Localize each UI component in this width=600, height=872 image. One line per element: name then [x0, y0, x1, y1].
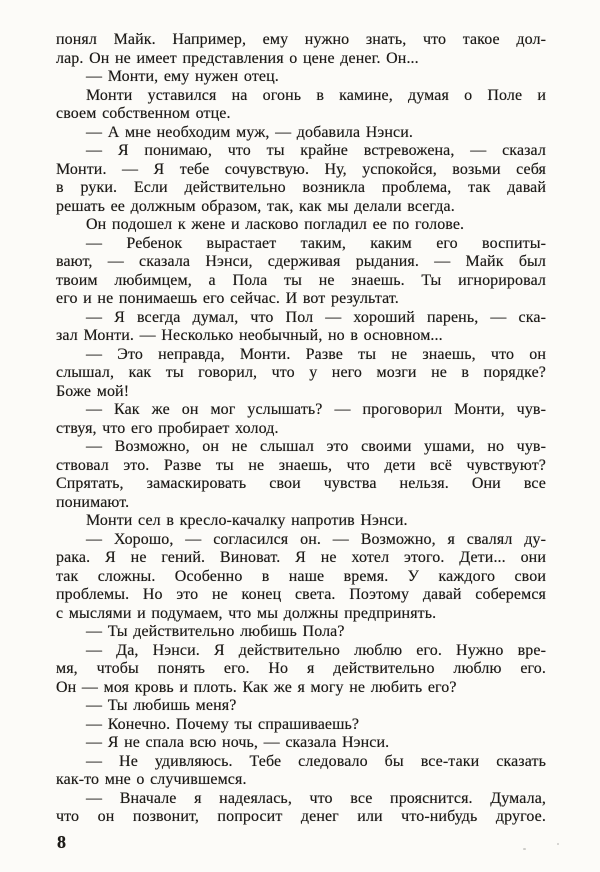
- text-line: — Вначале я надеялась, что все прояснится. Думала,: [86, 789, 546, 807]
- text-line: — Конечно. Почему ты спрашиваешь?: [86, 715, 360, 733]
- text-line: — Ребенок вырастает таким, каким его воспиты-: [86, 234, 546, 252]
- text-line: что он позвонит, попросит денег или что-нибудь другое.: [56, 808, 546, 825]
- text-line: так сложны. Особенно в наше время. У каждого свои: [56, 567, 546, 585]
- text-line: понимают.: [56, 493, 130, 511]
- text-line: — Да, Нэнси. Я действительно люблю его. Нужно вре-: [86, 641, 546, 659]
- text-line: Монти. — Я тебе сочувствую. Ну, успокойся, возьми себя: [56, 160, 546, 178]
- text-line: в руки. Если действительно возникла проблема, так давай: [56, 179, 546, 196]
- page-number: 8: [57, 832, 66, 852]
- text-line: — А мне необходим муж, — добавила Нэнси.: [86, 123, 413, 141]
- text-line: решать ее должным образом, так, как мы делали всегда.: [56, 197, 455, 215]
- text-line: — Я не спала всю ночь, — сказала Нэнси.: [86, 734, 390, 751]
- text-line: — Не удивляюсь. Тебе следовало бы все-таки сказать: [86, 752, 546, 770]
- text-line: Он — моя кровь и плоть. Как же я могу не любить его?: [56, 678, 457, 696]
- text-line: — Как же он мог услышать? — проговорил Монти, чув-: [86, 401, 546, 418]
- text-line: — Хорошо, — согласился он. — Возможно, я свалял ду-: [86, 530, 546, 548]
- text-line: — Ты любишь меня?: [86, 697, 237, 714]
- text-line: своем собственном отце.: [56, 105, 231, 122]
- text-line: ствуя, что его пробирает холод.: [56, 419, 279, 437]
- text-line: — Я понимаю, что ты крайне встревожена, — сказал: [86, 142, 546, 159]
- text-line: Монти уставился на огонь в камине, думая о Поле и: [86, 86, 546, 104]
- text-line: проблемы. Но это не конец света. Поэтому давай соберемся: [56, 586, 546, 603]
- text-line: — Я всегда думал, что Пол — хороший парень, — ска-: [86, 308, 546, 326]
- text-line: — Это неправда, Монти. Разве ты не знаешь, что он: [86, 345, 546, 363]
- text-line: Он подошел к жене и ласково погладил ее по голове.: [86, 216, 465, 233]
- text-line: слышал, как ты говорил, что у него мозги не в порядке?: [56, 364, 546, 381]
- text-line: — Возможно, он не слышал это своими ушами, но чув-: [86, 438, 546, 455]
- text-line: лар. Он не имеет представления о цене денег. Он...: [56, 49, 419, 67]
- text-line: с мыслями и подумаем, что мы должны предпринять.: [56, 604, 437, 622]
- text-line: рака. Я не гений. Виноват. Я не хотел этого. Дети... они: [56, 549, 546, 566]
- text-line: Боже мой!: [56, 382, 130, 400]
- scan-artifact: [523, 848, 526, 850]
- text-line: как-то мне о случившемся.: [56, 771, 247, 788]
- scan-artifact: [557, 843, 559, 845]
- text-line: зал Монти. — Несколько необычный, но в основном...: [56, 327, 443, 344]
- text-line: Спрятать, замаскировать свои чувства нельзя. Они все: [56, 475, 546, 492]
- text-line: понял Майк. Например, ему нужно знать, что такое дол-: [56, 31, 546, 48]
- text-line: ствовал это. Разве ты не знаешь, что дети всё чувствуют?: [56, 456, 546, 474]
- text-line: Монти сел в кресло-качалку напротив Нэнси.: [86, 512, 408, 529]
- text-line: твоим любимцем, а Пола ты не знаешь. Ты игнорировал: [56, 271, 546, 289]
- text-block: [56, 31, 546, 827]
- text-line: вают, — сказала Нэнси, сдерживая рыдания. — Майк был: [56, 253, 546, 270]
- text-line: мя, чтобы понять его. Но я действительно люблю его.: [56, 660, 546, 677]
- text-line: его и не понимаешь его сейчас. И вот результат.: [56, 290, 399, 307]
- text-line: — Монти, ему нужен отец.: [86, 68, 279, 85]
- text-line: — Ты действительно любишь Пола?: [86, 623, 345, 640]
